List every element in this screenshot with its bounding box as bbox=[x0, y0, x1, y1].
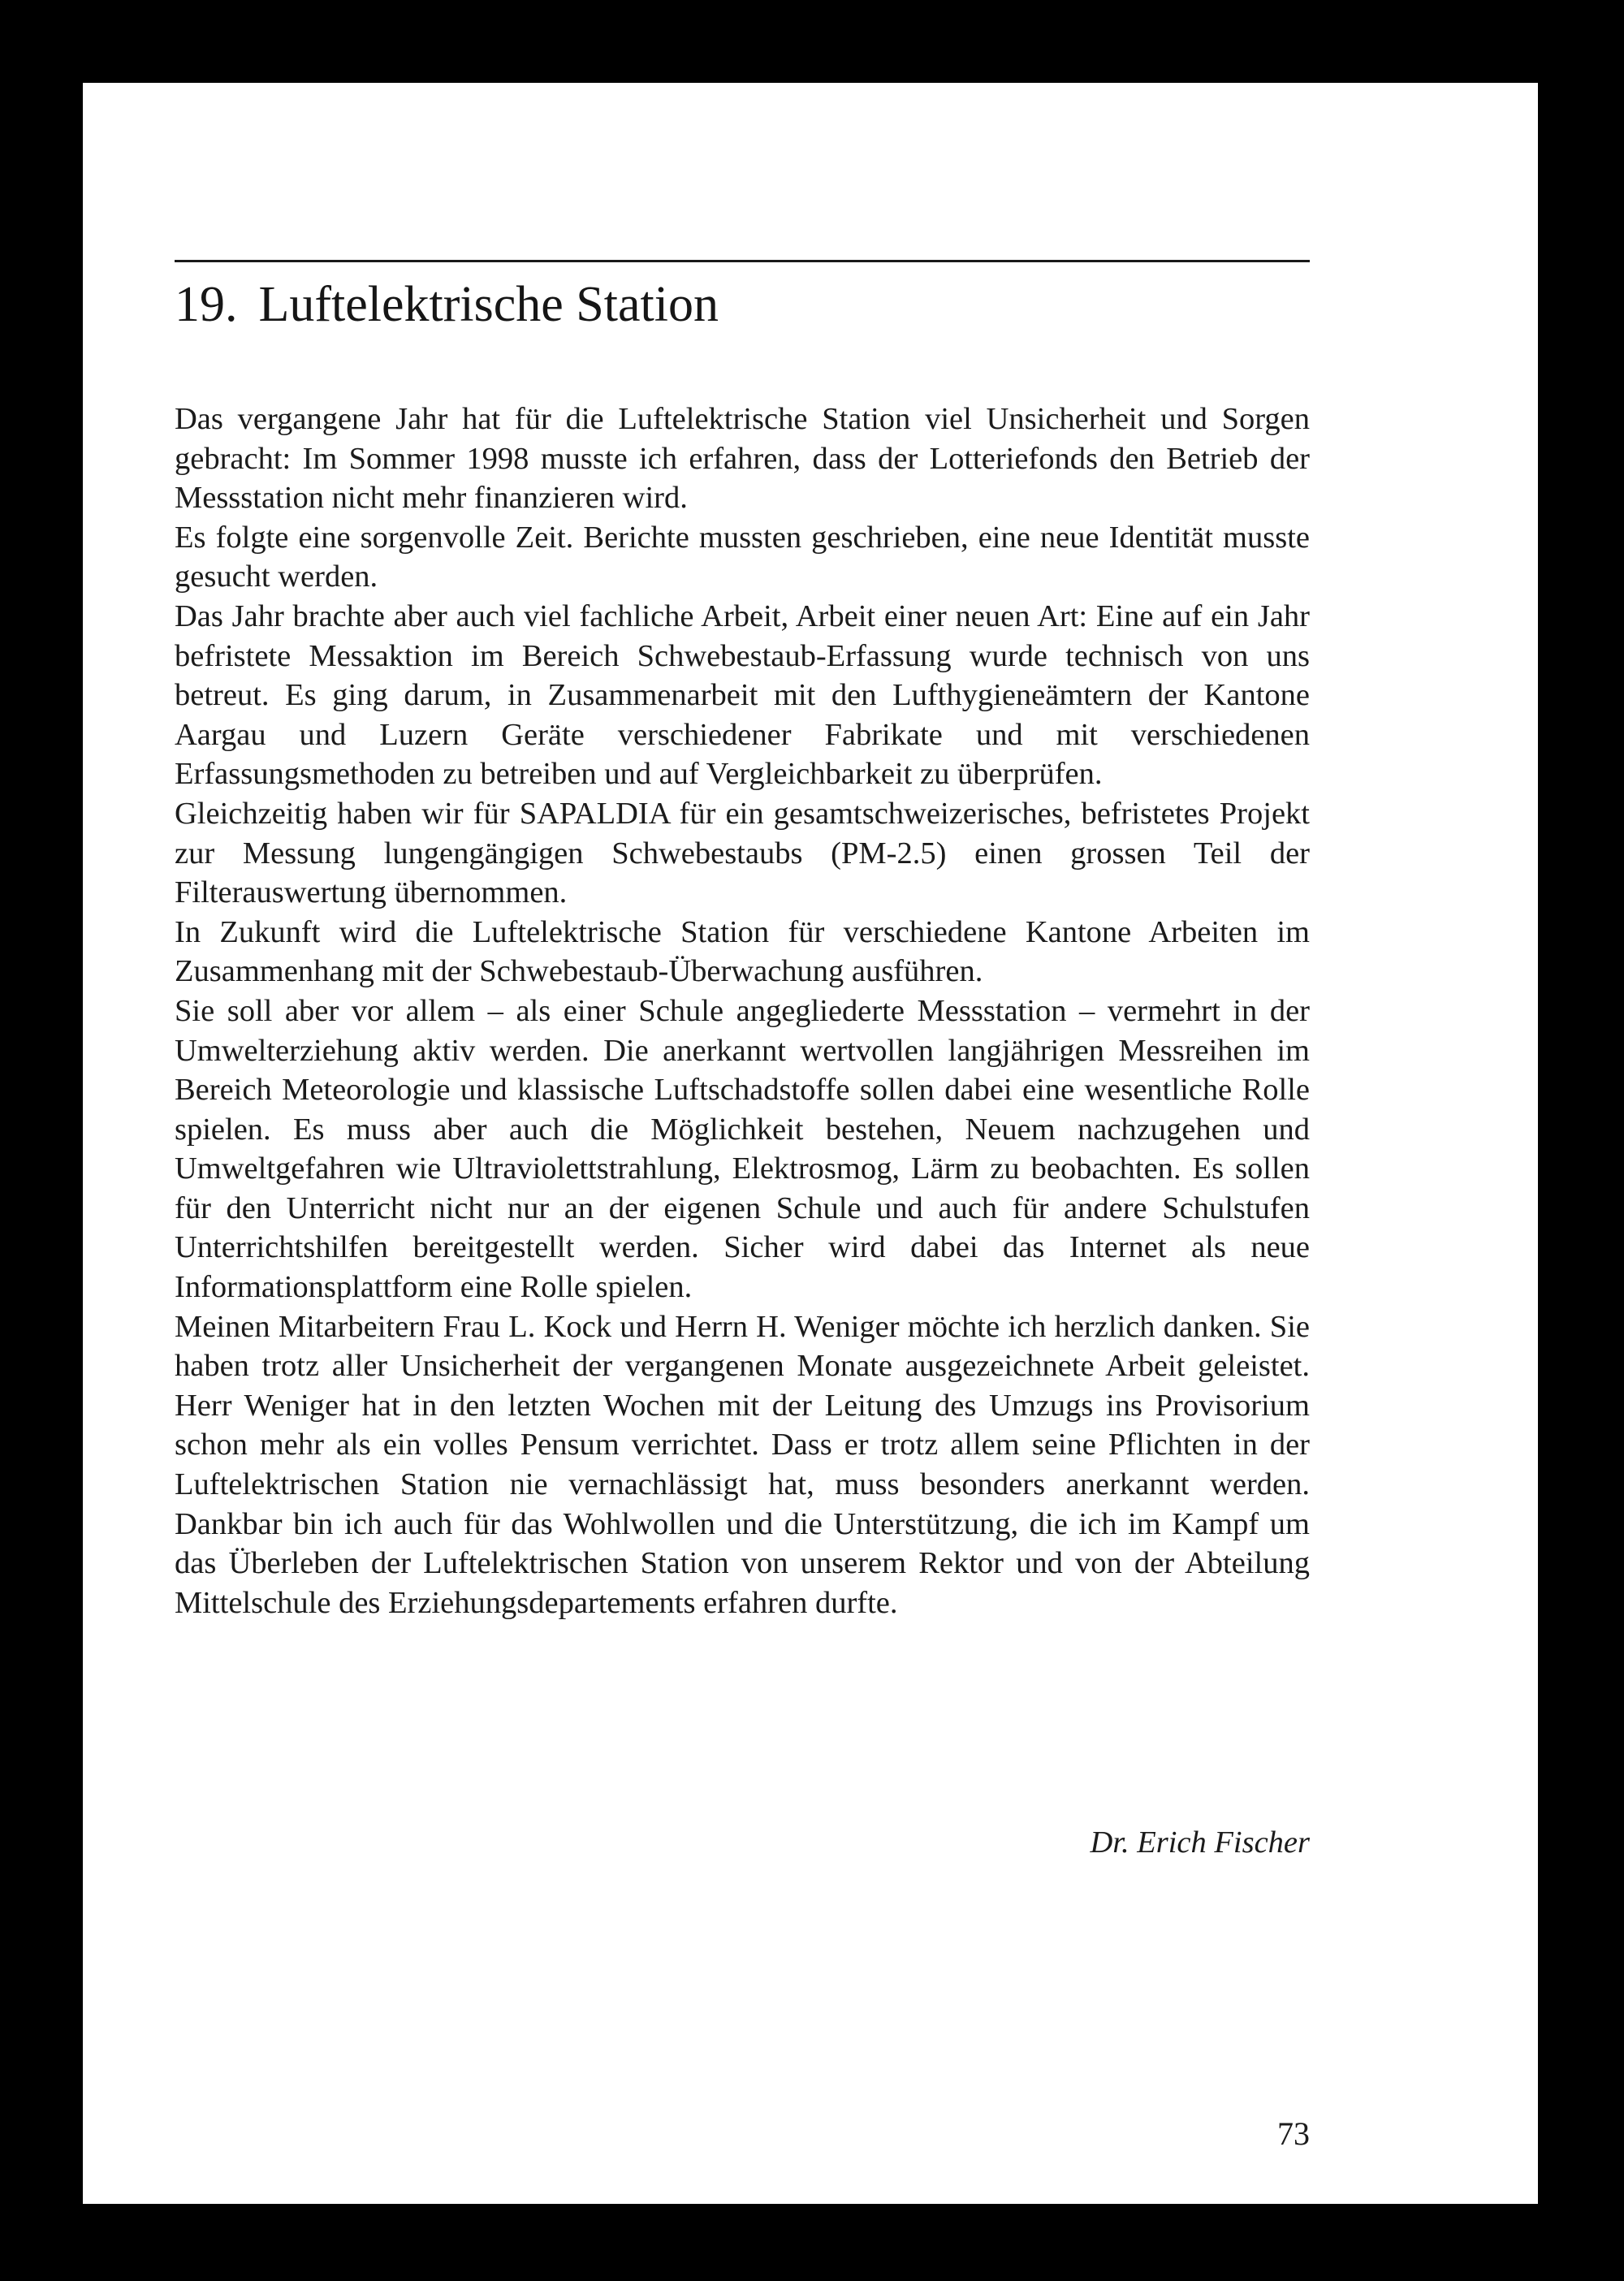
page-number: 73 bbox=[1277, 2115, 1310, 2152]
paragraph: Meinen Mitarbeitern Frau L. Kock und Herrn H. Weniger möchte ich herzlich danken. Sie haben trotz aller Unsicherheit der vergangenen Monate ausgezeichnete Arbeit geleistet. Herr Weniger hat in den letzten Wochen mit der Leitung des Umzugs ins Provisorium schon mehr als ein volles Pensum verrichtet. Dass er trotz allem seine Pflichten in der Luftelektrischen Station nie vernachlässigt hat, muss besonders anerkannt werden. Dankbar bin ich auch für das Wohlwollen und die Unterstützung, die ich im Kampf um das Überleben der Luftelektrischen Station von unserem Rektor und von der Abteilung Mittelschule des Erziehungsdepartements erfahren durfte. bbox=[175, 1309, 1310, 1620]
document-page bbox=[83, 83, 1538, 2204]
paragraph: In Zukunft wird die Luftelektrische Station für verschiedene Kantone Arbeiten im Zusammenhang mit der Schwebestaub-Überwachung ausführen. bbox=[175, 914, 1310, 989]
paragraph: Das vergangene Jahr hat für die Luftelektrische Station viel Unsicherheit und Sorgen gebracht: Im Sommer 1998 musste ich erfahren, dass der Lotteriefonds den Betrieb der Messstation nicht mehr finanzieren wird. bbox=[175, 402, 1310, 516]
heading-rule bbox=[175, 260, 1310, 262]
section-heading bbox=[175, 274, 719, 335]
paragraph: Sie soll aber vor allem – als einer Schule angegliederte Messstation – vermehrt in der Umwelterziehung aktiv werden. Die anerkannt wertvollen langjährigen Messreihen im Bereich Meteorologie und klassische Luftschadstoffe sollen dabei eine wesentliche Rolle spielen. Es muss aber auch die Möglichkeit bestehen, Neuem nachzugehen und Umweltgefahren wie Ultraviolettstrahlung, Elektrosmog, Lärm zu beobachten. Es sollen für den Unterricht nicht nur an der eigenen Schule und auch für andere Schulstufen Unterrichtshilfen bereitgestellt werden. Sicher wird dabei das Internet als neue Informationsplattform eine Rolle spielen. bbox=[175, 993, 1310, 1305]
paragraph: Es folgte eine sorgenvolle Zeit. Berichte mussten geschrieben, eine neue Identität musste gesucht werden. bbox=[175, 520, 1310, 594]
section-number: 19. bbox=[175, 277, 238, 332]
paragraph: Das Jahr brachte aber auch viel fachliche Arbeit, Arbeit einer neuen Art: Eine auf ein Jahr befristete Messaktion im Bereich Schwebestaub-Erfassung wurde technisch von uns betreut. Es ging darum, in Zusammenarbeit mit den Lufthygieneämtern der Kantone Aargau und Luzern Geräte verschiedener Fabrikate und mit verschiedenen Erfassungsmethoden zu betreiben und auf Vergleichbarkeit zu überprüfen. bbox=[175, 598, 1310, 792]
section-title: Luftelektrische Station bbox=[258, 277, 719, 332]
body-text bbox=[175, 400, 1310, 1622]
author-signature: Dr. Erich Fischer bbox=[1090, 1825, 1310, 1860]
paragraph: Gleichzeitig haben wir für SAPALDIA für ein gesamtschweizerisches, befristetes Projekt zur Messung lungengängigen Schwebestaubs (PM-2.5) einen grossen Teil der Filterauswertung übernommen. bbox=[175, 796, 1310, 910]
